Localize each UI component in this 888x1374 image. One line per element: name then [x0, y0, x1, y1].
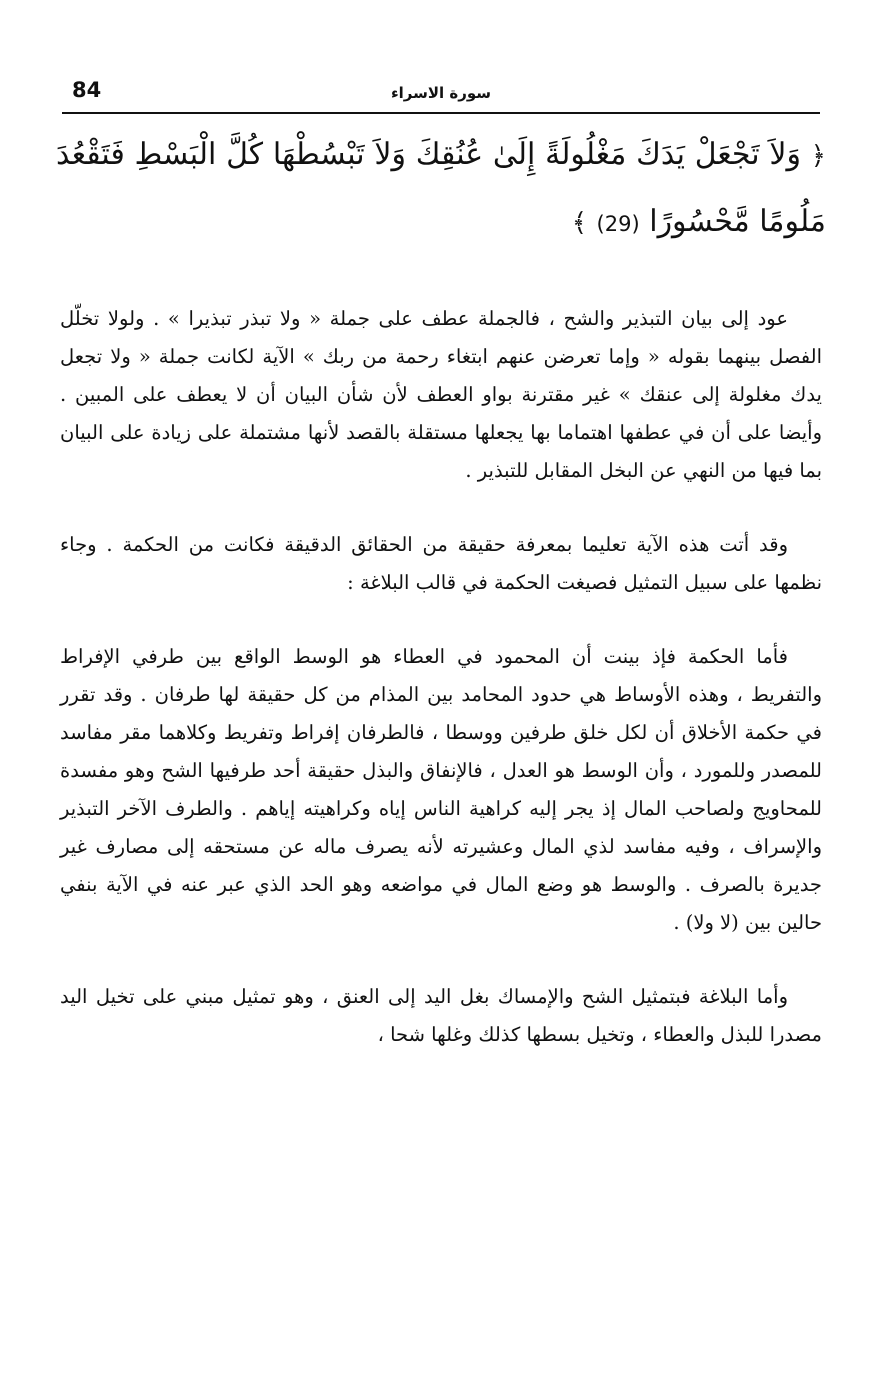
verse-open-bracket: ﴿ [810, 141, 826, 171]
verse-text: وَلاَ تَجْعَلْ يَدَكَ مَغْلُولَةً إِلَىٰ عُنُقِكَ وَلاَ تَبْسُطْهَا كُلَّ الْبَسْطِ فَتَقْعُدَ مَلُومًا مَّحْسُورًا [56, 137, 826, 239]
verse-close-bracket: ﴾ [571, 208, 587, 238]
paragraph-text: فأما الحكمة فإذ بينت أن المحمود في العطاء هو الوسط الواقع بين طرفي الإفراط والتفريط ، وهذه الأوساط هي حدود المحامد بين المذام من كل حقيقة لها طرفان . وقد تقرر في حكمة الأخلاق أن لكل خلق طرفين ووسطا ، فالطرفان إفراط وتفريط وكلاهما مقر مفاسد للمصدر وللمورد ، وأن الوسط هو العدل ، فالإنفاق والبذل حقيقة أحد طرفيها الشح وهو مفسدة للمحاويج ولصاحب المال إذ يجر إليه كراهية الناس إياه وكراهيته إياهم . والطرف الآخر التبذير والإسراف ، وفيه مفاسد لذي المال وعشيرته لأنه يصرف ماله عن مستحقه إلى مصارف غير جديرة بالصرف . والوسط هو وضع المال في مواضعه وهو الحد الذي عبر عنه في الآية بنفي حالين بين (لا ولا) . [60, 645, 822, 934]
paragraph-text: وأما البلاغة فبتمثيل الشح والإمساك بغل اليد إلى العنق ، وهو تمثيل مبني على تخيل اليد مصدرا للبذل والعطاء ، وتخيل بسطها كذلك وغلها شحا ، [60, 985, 822, 1046]
paragraph [60, 978, 822, 1054]
paragraph [60, 300, 822, 490]
paragraph [60, 526, 822, 602]
paragraph [60, 638, 822, 942]
quran-verse [56, 122, 826, 257]
commentary-text [60, 300, 822, 1054]
page-header [62, 78, 820, 114]
surah-title: سورة الاسراء [390, 84, 492, 102]
page-number: 84 [72, 78, 102, 102]
verse-number: (29) [596, 212, 640, 236]
paragraph-text: عود إلى بيان التبذير والشح ، فالجملة عطف على جملة « ولا تبذر تبذيرا » . ولولا تخلّل الفصل بينهما بقوله « وإما تعرضن عنهم ابتغاء رحمة من ربك » الآية لكانت جملة « ولا تجعل يدك مغلولة إلى عنقك » غير مقترنة بواو العطف لأن شأن البيان أن لا يعطف على المبين . وأيضا على أن في عطفها اهتماما بها يجعلها مستقلة بالقصد لأنها مشتملة على زيادة على البيان بما فيها من النهي عن البخل المقابل للتبذير . [60, 307, 822, 482]
paragraph-text: وقد أتت هذه الآية تعليما بمعرفة حقيقة من الحقائق الدقيقة فكانت من الحكمة . وجاء نظمها على سبيل التمثيل فصيغت الحكمة في قالب البلاغة : [60, 533, 822, 594]
